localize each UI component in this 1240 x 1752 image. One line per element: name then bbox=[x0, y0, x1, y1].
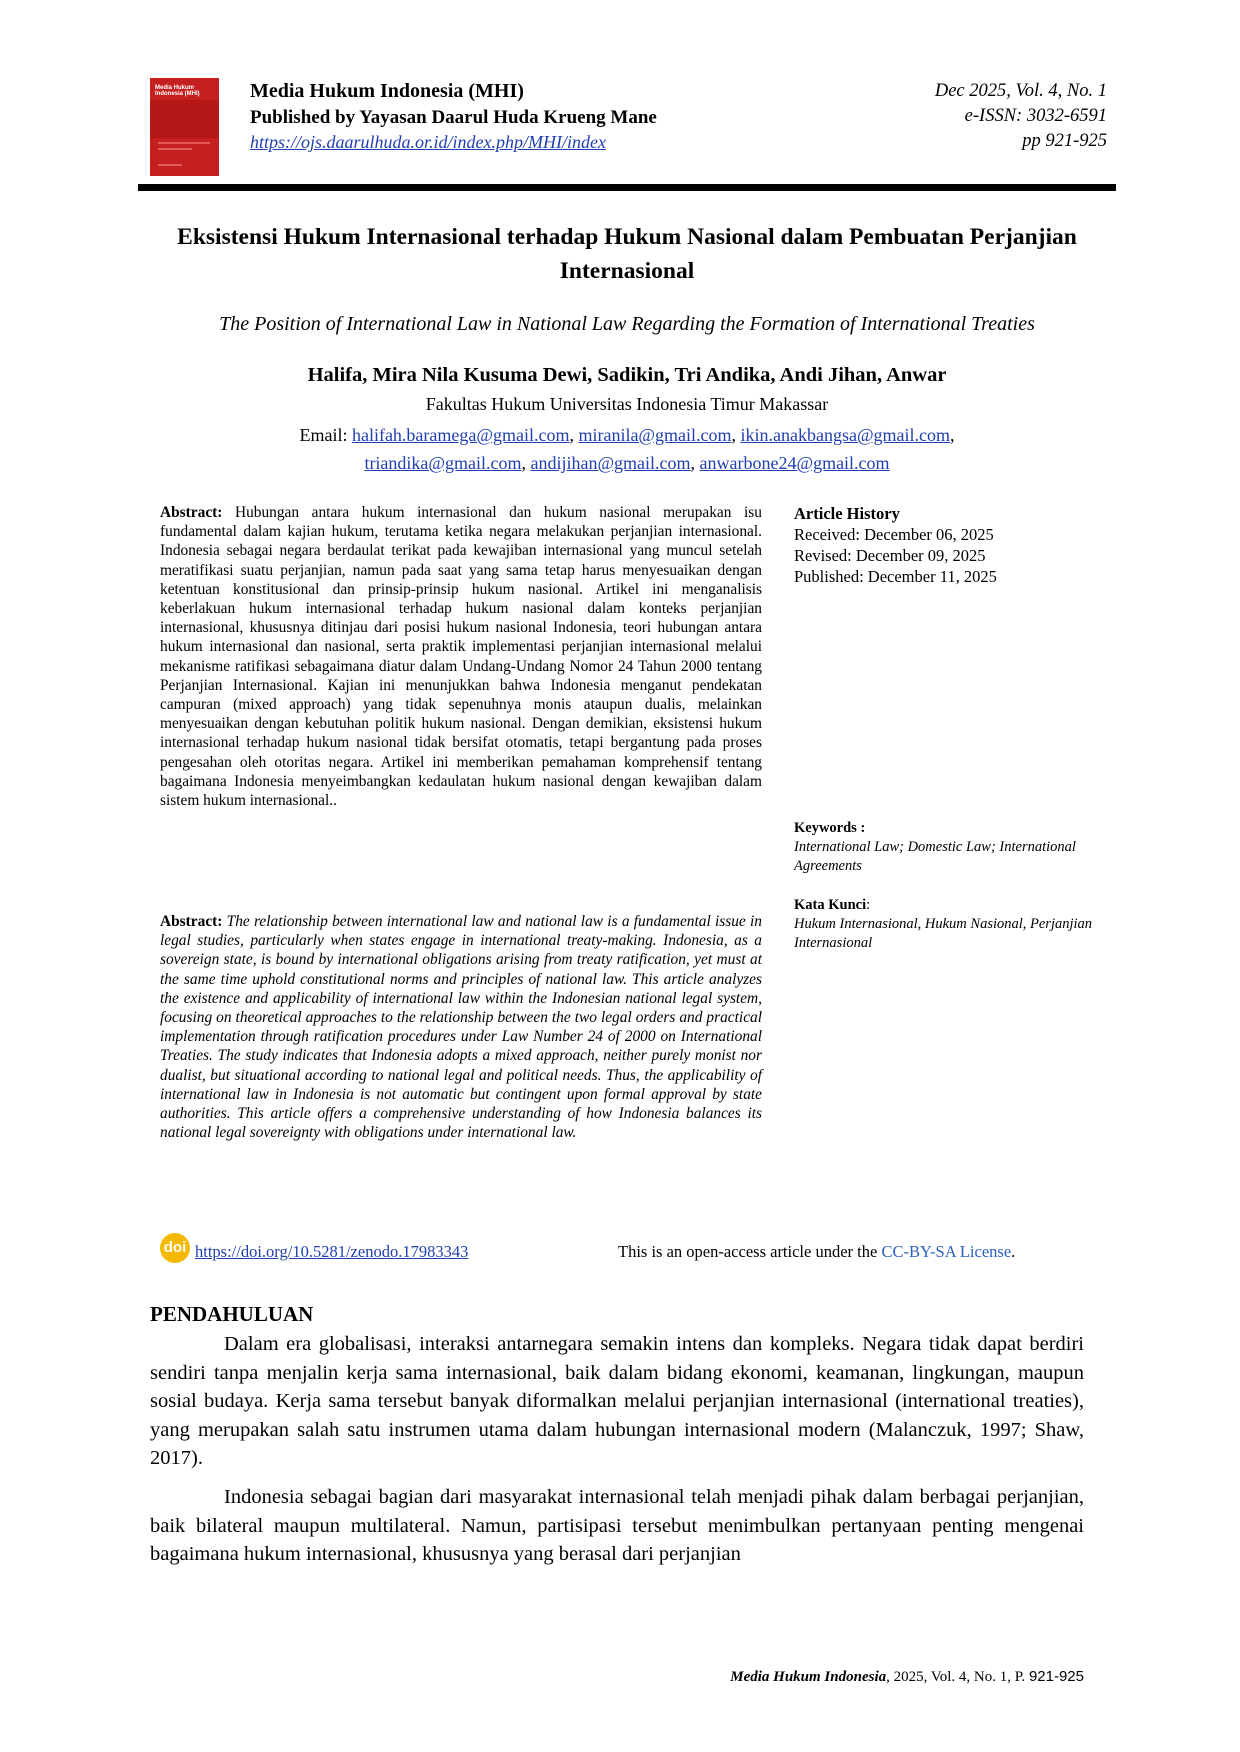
article-subtitle: The Position of International Law in National Law Regarding the Formation of International Treaties bbox=[219, 313, 1035, 335]
page-range: pp 921-925 bbox=[1022, 131, 1107, 151]
kata-kunci-block bbox=[794, 896, 1094, 953]
body-paragraph: Indonesia sebagai bagian dari masyarakat internasional telah menjadi pihak dalam berbagai perjanjian, baik bilateral maupun multilateral. Namun, partisipasi tersebut menimbulkan pertanyaan penting mengenai bagaimana hukum internasional, khususnya yang berasal dari perjanjian bbox=[150, 1486, 1084, 1565]
keywords-text: International Law; Domestic Law; International Agreements bbox=[794, 839, 1076, 874]
cover-title: Media Hukum Indonesia (MHI) bbox=[155, 85, 200, 97]
author-emails: Email: halifah.baramega@gmail.com, miranila@gmail.com, ikin.anakbangsa@gmail.com, triandika@gmail.com, andijihan@gmail.com, anwarbone24@gmail.com bbox=[299, 425, 955, 473]
kata-kunci-colon: : bbox=[866, 897, 871, 913]
license-note bbox=[618, 1242, 1015, 1262]
cover-stripe bbox=[158, 164, 182, 166]
license-suffix: . bbox=[1011, 1242, 1016, 1261]
affiliation: Fakultas Hukum Universitas Indonesia Timur Makassar bbox=[425, 394, 829, 414]
email-link[interactable]: anwarbone24@gmail.com bbox=[699, 453, 890, 473]
abstract-label: Abstract: bbox=[160, 913, 223, 930]
email-link[interactable]: ikin.anakbangsa@gmail.com bbox=[740, 425, 951, 445]
kata-kunci-text: Hukum Internasional, Hukum Nasional, Perjanjian Internasional bbox=[794, 916, 1093, 951]
kata-kunci-label: Kata Kunci bbox=[794, 897, 867, 913]
history-published: Published: December 11, 2025 bbox=[794, 567, 997, 586]
abstract-label: Abstract: bbox=[160, 504, 223, 521]
cover-stripe bbox=[158, 148, 192, 150]
email-label: Email: bbox=[299, 425, 348, 445]
cover-stripe bbox=[158, 142, 210, 144]
email-link[interactable]: andijihan@gmail.com bbox=[530, 453, 691, 473]
email-link[interactable]: halifah.baramega@gmail.com bbox=[351, 425, 570, 445]
article-history bbox=[794, 503, 1094, 587]
license-prefix: This is an open-access article under the bbox=[618, 1242, 882, 1261]
abstract-text: Hubungan antara hukum internasional dan hukum nasional merupakan isu fundamental dalam kajian hukum, terutama ketika negara melakukan perjanjian internasional. Indonesia sebagai negara berdaulat terikat pada kewajiban internasional yang muncul setelah meratifikasi suatu perjanjian, namun pada saat yang sama tetap harus menyesuaikan dengan ketentuan konstitusional dan prinsip-prinsip hukum nasional. Artikel ini menganalisis keberlakuan hukum internasional terhadap hukum nasional dalam konteks perjanjian internasional, khususnya ditinjau dari posisi hukum nasional Indonesia, teori hubungan antara hukum internasional dan nasional, serta praktik implementasi perjanjian internasional melalui mekanisme ratifikasi sebagaimana diatur dalam Undang-Undang Nomor 24 Tahun 2000 tentang Perjanjian Internasional. Kajian ini menunjukkan bahwa Indonesia menganut pendekatan campuran (mixed approach) yang tidak sepenuhnya monis ataupun dualis, melainkan menyesuaikan dengan kebutuhan politik hukum nasional. Dengan demikian, eksistensi hukum internasional terhadap hukum nasional tidak bersifat otomatis, tetapi bergantung pada proses pengesahan oleh otoritas negara. Artikel ini memberikan pemahaman komprehensif tentang bagaimana Indonesia menyeimbangkan kedaulatan hukum nasional dengan kewajiban dalam sistem hukum internasional.. bbox=[160, 504, 762, 810]
footer-pages: 921-925 bbox=[1028, 1668, 1084, 1685]
section-title: PENDAHULUAN bbox=[150, 1302, 314, 1326]
journal-cover-image bbox=[150, 78, 219, 176]
issue-info: Dec 2025, Vol. 4, No. 1 bbox=[934, 81, 1107, 101]
footer-details: , 2025, Vol. 4, No. 1, P. bbox=[886, 1669, 1029, 1685]
body-paragraph: Dalam era globalisasi, interaksi antarnegara semakin intens dan kompleks. Negara tidak dapat berdiri sendiri tanpa menjalin kerja sama internasional, baik dalam bidang ekonomi, keamanan, lingkungan, maupun sosial budaya. Kerja sama tersebut banyak diformalkan melalui perjanjian internasional (international treaties), yang merupakan salah satu instrumen utama dalam hubungan internasional modern (Malanczuk, 1997; Shaw, 2017). bbox=[150, 1333, 1084, 1469]
history-received: Received: December 06, 2025 bbox=[794, 525, 994, 544]
license-link[interactable]: CC-BY-SA License bbox=[881, 1242, 1012, 1261]
journal-url-link[interactable]: https://ojs.daarulhuda.or.id/index.php/MHI/index bbox=[250, 132, 606, 152]
page-footer bbox=[730, 1668, 1084, 1686]
publisher-name: Published by Yayasan Daarul Huda Krueng Mane bbox=[250, 107, 657, 128]
footer-journal: Media Hukum Indonesia bbox=[730, 1669, 887, 1685]
keywords-label: Keywords : bbox=[794, 820, 866, 836]
doi-link[interactable]: https://doi.org/10.5281/zenodo.17983343 bbox=[195, 1242, 469, 1261]
keywords-block bbox=[794, 819, 1094, 876]
issn: e-ISSN: 3032-6591 bbox=[964, 106, 1107, 126]
abstract-indonesian bbox=[160, 503, 762, 810]
header-divider bbox=[138, 184, 1116, 191]
issue-meta bbox=[935, 79, 1107, 154]
doi-icon: doi bbox=[160, 1233, 190, 1263]
cover-band bbox=[150, 100, 219, 138]
abstract-english bbox=[160, 912, 762, 1142]
journal-name: Media Hukum Indonesia (MHI) bbox=[250, 80, 524, 102]
author-list: Halifa, Mira Nila Kusuma Dewi, Sadikin, Tri Andika, Andi Jihan, Anwar bbox=[307, 364, 947, 386]
email-link[interactable]: triandika@gmail.com bbox=[364, 453, 522, 473]
article-title: Eksistensi Hukum Internasional terhadap Hukum Nasional dalam Pembuatan Perjanjian Internasional bbox=[177, 224, 1077, 284]
history-revised: Revised: December 09, 2025 bbox=[794, 546, 986, 565]
email-link[interactable]: miranila@gmail.com bbox=[578, 425, 732, 445]
abstract-text: The relationship between international law and national law is a fundamental issue in legal studies, particularly when states engage in international treaty-making. Indonesia, as a sovereign state, is bound by international obligations arising from treaty ratification, yet must at the same time uphold constitutional norms and principles of national law. This article analyzes the existence and applicability of international law within the Indonesian national legal system, focusing on theoretical approaches to the relationship between the two legal orders and practical implementation through ratification procedures under Law Number 24 of 2000 on International Treaties. The study indicates that Indonesia adopts a mixed approach, neither purely monist nor dualist, but situational according to national legal and political needs. Thus, the applicability of international law in Indonesia is not automatic but contingent upon formal approval by state authorities. This article offers a comprehensive understanding of how Indonesia balances its national legal sovereignty with obligations under international law. bbox=[160, 913, 762, 1142]
history-title: Article History bbox=[794, 504, 900, 523]
